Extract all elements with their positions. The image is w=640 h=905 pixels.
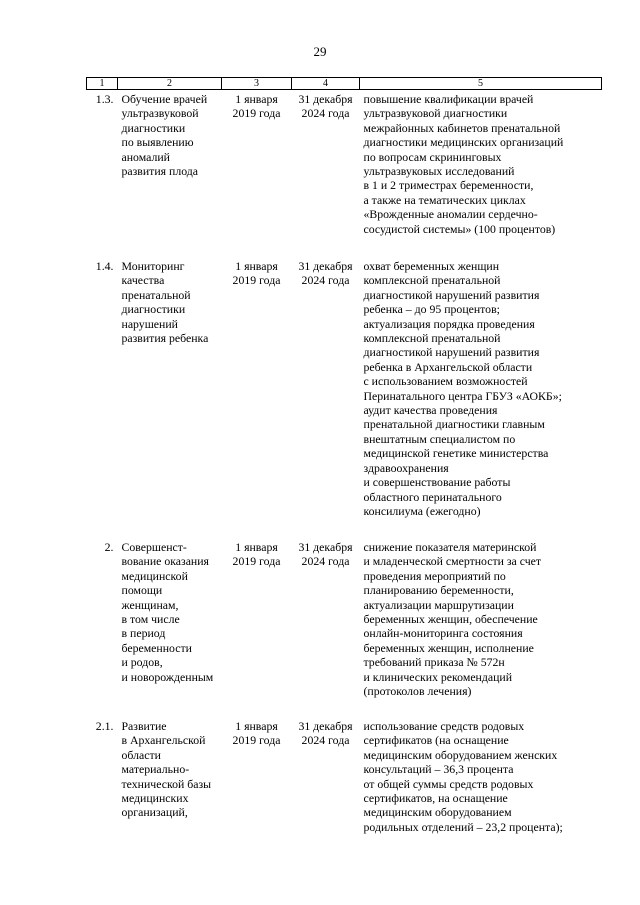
table-row xyxy=(87,90,602,258)
end-date: 31 декабря 2024 года xyxy=(298,540,353,569)
column-number-1: 1 xyxy=(87,78,118,90)
row-number: 2.1. xyxy=(95,719,114,733)
page-number: 29 xyxy=(313,44,327,59)
row-number: 2. xyxy=(104,540,114,554)
column-number-2: 2 xyxy=(118,78,222,90)
end-date: 31 декабря 2024 года xyxy=(298,719,353,748)
expected-result: снижение показателя материнской и младенческой смертности за счет проведения мероприятий по планированию беременности, актуализации маршрутизации беременных женщин, обеспечение онлайн-мониторинга состояния беременных женщин, исполнение требований приказа № 572н и клинических рекомендаций (протоколов лечения) xyxy=(363,540,542,699)
event-name: Развитие в Архангельской области материально- технической базы медицинских организаций, xyxy=(121,719,212,820)
expected-result: повышение квалификации врачей ультразвуковой диагностики межрайонных кабинетов пренатальной диагностики медицинских организаций по вопросам скрининговых ультразвуковых исследований в 1 и 2 триместрах беременности, а также на тематических циклах «Врожденные аномалии сердечно- сосудистой системы» (100 процентов) xyxy=(363,92,564,236)
column-number-3: 3 xyxy=(222,78,292,90)
end-date: 31 декабря 2024 года xyxy=(298,259,353,288)
plan-table xyxy=(86,77,602,849)
column-number-5: 5 xyxy=(360,78,602,90)
table-row xyxy=(87,257,602,538)
row-number: 1.3. xyxy=(95,92,114,106)
row-number: 1.4. xyxy=(95,259,114,273)
table-row xyxy=(87,717,602,849)
start-date: 1 января 2019 года xyxy=(232,719,281,748)
event-name: Мониторинг качества пренатальной диагностики нарушений развития ребенка xyxy=(121,259,209,346)
event-name: Обучение врачей ультразвуковой диагностики по выявлению аномалий развития плода xyxy=(121,92,208,179)
expected-result: охват беременных женщин комплексной пренатальной диагностикой нарушений развития ребенка – до 95 процентов; актуализация порядка проведения комплексной пренатальной диагностикой нарушений развития ребенка в Архангельской области с использованием возможностей Перинатального центра ГБУЗ «АОКБ»; аудит качества проведения пренатальной диагностики главным внештатным специалистом по медицинской генетике министерства здравоохранения и совершенствование работы областного перинатального консилиума (ежегодно) xyxy=(363,259,562,518)
start-date: 1 января 2019 года xyxy=(232,259,281,288)
table-row xyxy=(87,538,602,717)
event-name: Совершенст- вование оказания медицинской помощи женщинам, в том числе в период беременности и родов, и новорожденным xyxy=(121,540,214,684)
start-date: 1 января 2019 года xyxy=(232,540,281,569)
expected-result: использование средств родовых сертификатов (на оснащение медицинским оборудованием женских консультаций – 36,3 процента от общей суммы средств родовых сертификатов, на оснащение медицинским оборудованием родильных отделений – 23,2 процента); xyxy=(363,719,563,834)
start-date: 1 января 2019 года xyxy=(232,92,281,121)
end-date: 31 декабря 2024 года xyxy=(298,92,353,121)
table-header xyxy=(87,78,602,90)
column-number-4: 4 xyxy=(292,78,360,90)
